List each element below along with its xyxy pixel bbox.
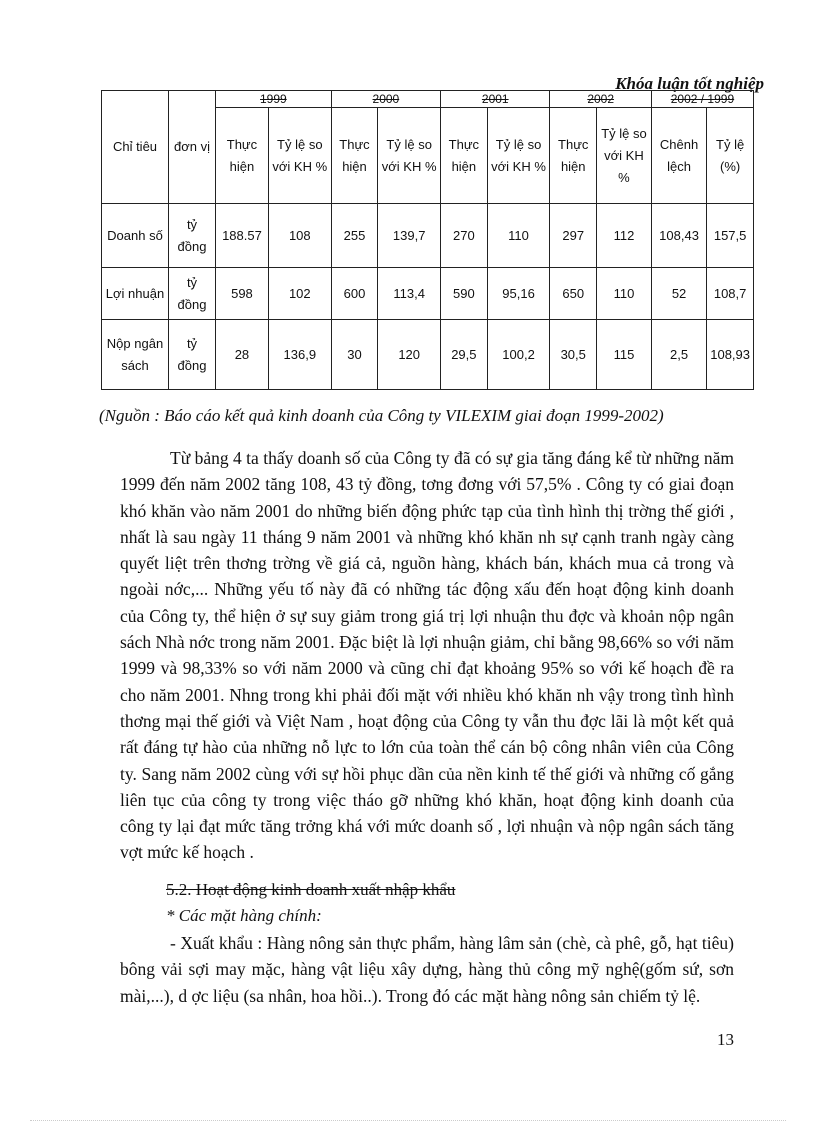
sub-ty-le-kh: Tỷ lệ so với KH % [378, 108, 441, 204]
paragraph-1: Từ bảng 4 ta thấy doanh số của Công ty đã có sự gia tăng đáng kể từ những năm 1999 đến năm 2002 tăng 108, 43 tỷ đồng, tơng đơng với 57,5% . Công ty có giai đoạn khó khăn vào năm 2001 do những biến động phức tạp của tình hình thị trờng thế giới , nhất là sau ngày 11 tháng 9 năm 2001 và những khó khăn nh sự cạnh tranh ngày càng quyết liệt trên thơng trờng về giá cả, nguồn hàng, khách bán, khách mua cả trong và ngoài nớc,... Những yếu tố này đã có những tác động xấu đến hoạt động kinh doanh của Công ty, thể hiện ở sự suy giảm trong giá trị lợi nhuận thu đợc và khoản nộp ngân sách Nhà nớc trong năm 2001. Đặc biệt là lợi nhuận giảm, chỉ bằng 98,66% so với năm 1999 và 98,33% so với năm 2000 và cũng chỉ đạt khoảng 95% so với kế hoạch đề ra cho năm 2001. Nhng trong khi phải đối mặt với nhiều khó khăn nh vậy trong tình hình thơng mại thế giới và Việt Nam , hoạt động của Công ty vẫn thu đợc lãi là một kết quả rất đáng tự hào của những nỗ lực to lớn của toàn thể cán bộ công nhân viên của Công ty. Sang năm 2002 cùng với sự hồi phục dần của nền kinh tế thế giới và những cố gắng liên tục của công ty trong việc tháo gỡ những khó khăn, hoạt động kinh doanh của công ty lại đạt mức tăng trởng khá với mức doanh số , lợi nhuận và nộp ngân sách tăng vợt mức kế hoạch . [120, 448, 734, 863]
sub-thuc-hien: Thực hiện [441, 108, 488, 204]
row-unit: tỷ đồng [169, 268, 216, 320]
header-don-vi: đơn vị [169, 91, 216, 204]
cell-value: 110 [597, 268, 652, 320]
page-number: 13 [717, 1030, 734, 1049]
table-row [102, 320, 754, 390]
cell-value: 108 [268, 204, 331, 268]
cell-value: 110 [487, 204, 550, 268]
cell-value: 136,9 [268, 320, 331, 390]
header-chi-tieu: Chỉ tiêu [102, 91, 169, 204]
cell-value: 2,5 [651, 320, 706, 390]
cell-value: 598 [216, 268, 269, 320]
page-header-title: Khóa luận tốt nghiệp [615, 74, 764, 93]
table-row [102, 268, 754, 320]
cell-value: 188.57 [216, 204, 269, 268]
cell-value: 100,2 [487, 320, 550, 390]
cell-value: 255 [331, 204, 378, 268]
cell-value: 113,4 [378, 268, 441, 320]
section-heading: 5.2. Hoạt động kinh doanh xuất nhập khẩu [166, 880, 456, 899]
cell-value: 102 [268, 268, 331, 320]
row-unit: tỷ đồng [169, 204, 216, 268]
analysis-paragraph [120, 445, 734, 866]
cell-value: 139,7 [378, 204, 441, 268]
business-results-table [101, 90, 754, 390]
paragraph-2: - Xuất khẩu : Hàng nông sản thực phẩm, hàng lâm sản (chè, cà phê, gỗ, hạt tiêu) bông vải sợi may mặc, hàng vật liệu xây dựng, hàng thủ công mỹ nghệ(gốm sứ, sơn mài,...), d ợc liệu (sa nhân, hoa hồi..). Trong đó các mặt hàng nông sản chiếm tỷ lệ. [120, 933, 734, 1006]
cell-value: 600 [331, 268, 378, 320]
cell-value: 120 [378, 320, 441, 390]
cell-value: 30 [331, 320, 378, 390]
cell-value: 52 [651, 268, 706, 320]
table-row [102, 204, 754, 268]
table-header-row-years [102, 91, 754, 108]
cell-value: 297 [550, 204, 597, 268]
cell-value: 590 [441, 268, 488, 320]
header-year-2002: 2002 [550, 91, 651, 108]
sub-thuc-hien: Thực hiện [550, 108, 597, 204]
row-label: Lợi nhuận [102, 268, 169, 320]
header-year-2001: 2001 [441, 91, 550, 108]
footer-divider [30, 1120, 786, 1121]
row-label: Nộp ngân sách [102, 320, 169, 390]
sub-thuc-hien: Thực hiện [216, 108, 269, 204]
sub-ty-le-kh: Tỷ lệ so với KH % [487, 108, 550, 204]
sub-thuc-hien: Thực hiện [331, 108, 378, 204]
row-label: Doanh số [102, 204, 169, 268]
sub-ty-le-kh: Tỷ lệ so với KH % [597, 108, 652, 204]
export-paragraph [120, 930, 734, 1009]
cell-value: 270 [441, 204, 488, 268]
cell-value: 157,5 [707, 204, 754, 268]
cell-value: 29,5 [441, 320, 488, 390]
cell-value: 108,93 [707, 320, 754, 390]
sub-ty-le-kh: Tỷ lệ so với KH % [268, 108, 331, 204]
sub-ty-le-pct: Tỷ lệ (%) [707, 108, 754, 204]
cell-value: 95,16 [487, 268, 550, 320]
cell-value: 108,43 [651, 204, 706, 268]
table-source-caption: (Nguồn : Báo cáo kết quả kinh doanh của Công ty VILEXIM giai đoạn 1999-2002) [99, 406, 664, 425]
row-unit: tỷ đồng [169, 320, 216, 390]
sub-chenh-lech: Chênh lệch [651, 108, 706, 204]
header-year-2000: 2000 [331, 91, 440, 108]
cell-value: 30,5 [550, 320, 597, 390]
header-year-1999: 1999 [216, 91, 332, 108]
cell-value: 650 [550, 268, 597, 320]
cell-value: 108,7 [707, 268, 754, 320]
cell-value: 115 [597, 320, 652, 390]
header-year-2002-1999: 2002 / 1999 [651, 91, 753, 108]
section-subheading: * Các mặt hàng chính: [166, 906, 322, 925]
cell-value: 112 [597, 204, 652, 268]
cell-value: 28 [216, 320, 269, 390]
